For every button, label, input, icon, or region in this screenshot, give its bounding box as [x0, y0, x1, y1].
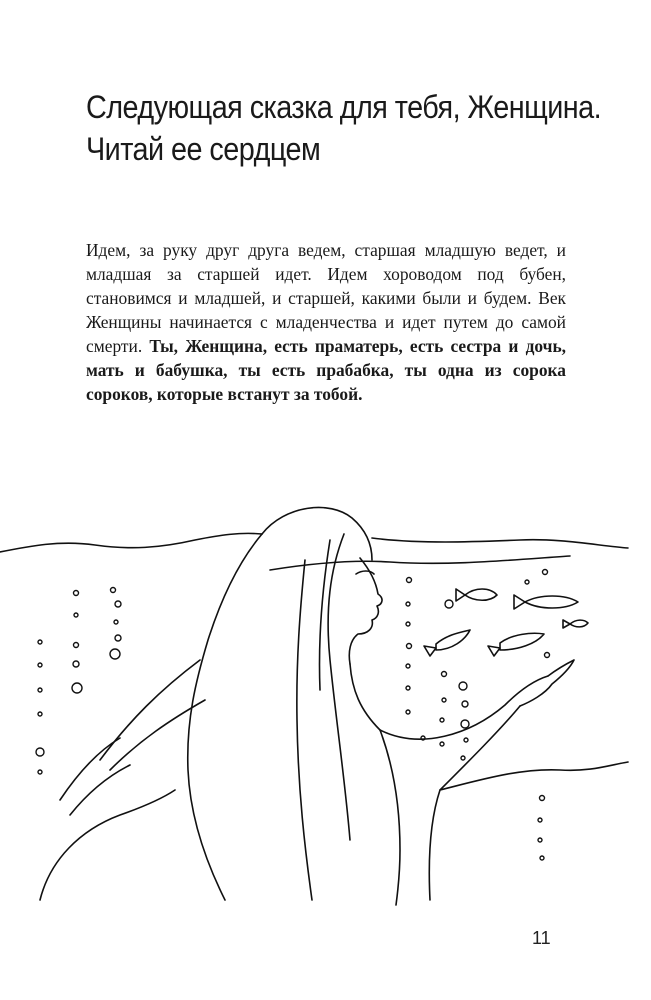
- seabed-line: [440, 762, 628, 790]
- bubbles-right: [406, 570, 550, 861]
- body-front: [380, 730, 400, 905]
- seaweed-strand-1: [100, 660, 200, 760]
- face-profile: [349, 558, 382, 664]
- heading-line-2: Читай ее сердцем: [86, 131, 321, 167]
- hair-strand-long: [328, 534, 350, 840]
- page-heading: [86, 86, 602, 170]
- forearm-lower: [429, 706, 520, 900]
- fish-3: [424, 630, 470, 656]
- water-surface-line: [0, 533, 262, 552]
- water-surface-line-right: [372, 538, 628, 548]
- seaweed-strand-4: [70, 765, 130, 815]
- water-surface-line-second: [270, 556, 570, 570]
- paragraph-regular-text: Идем, за руку друг друга ведем, старшая младшую ведет, и младшая за старшей идет. Идем хороводом под бубен, становимся и младшей, и старшей, какими были и будем. Век Женщины начинается с младенчества и идет путем до самой смерти.: [86, 240, 566, 356]
- body-paragraph: [86, 238, 566, 406]
- woman-underwater-line-art-icon: [0, 500, 651, 910]
- hand: [520, 660, 574, 706]
- hair-outline-back: [188, 534, 262, 900]
- neck-line: [350, 664, 380, 730]
- hair-top: [262, 507, 372, 560]
- page-number: 11: [532, 928, 551, 948]
- fish-5: [563, 620, 588, 628]
- paragraph-bold-text: Ты, Женщина, есть праматерь, есть сестра и дочь, мать и бабушка, ты есть прабабка, ты одна из сорока сороков, которые встанут за тобой.: [86, 336, 567, 404]
- fish-4: [488, 633, 544, 656]
- heading-line-1: Следующая сказка для тебя, Женщина.: [86, 89, 602, 125]
- fish-1: [456, 589, 497, 601]
- hair-strand-inner: [297, 560, 312, 900]
- fish-2: [514, 595, 578, 609]
- tail-curve: [40, 790, 175, 900]
